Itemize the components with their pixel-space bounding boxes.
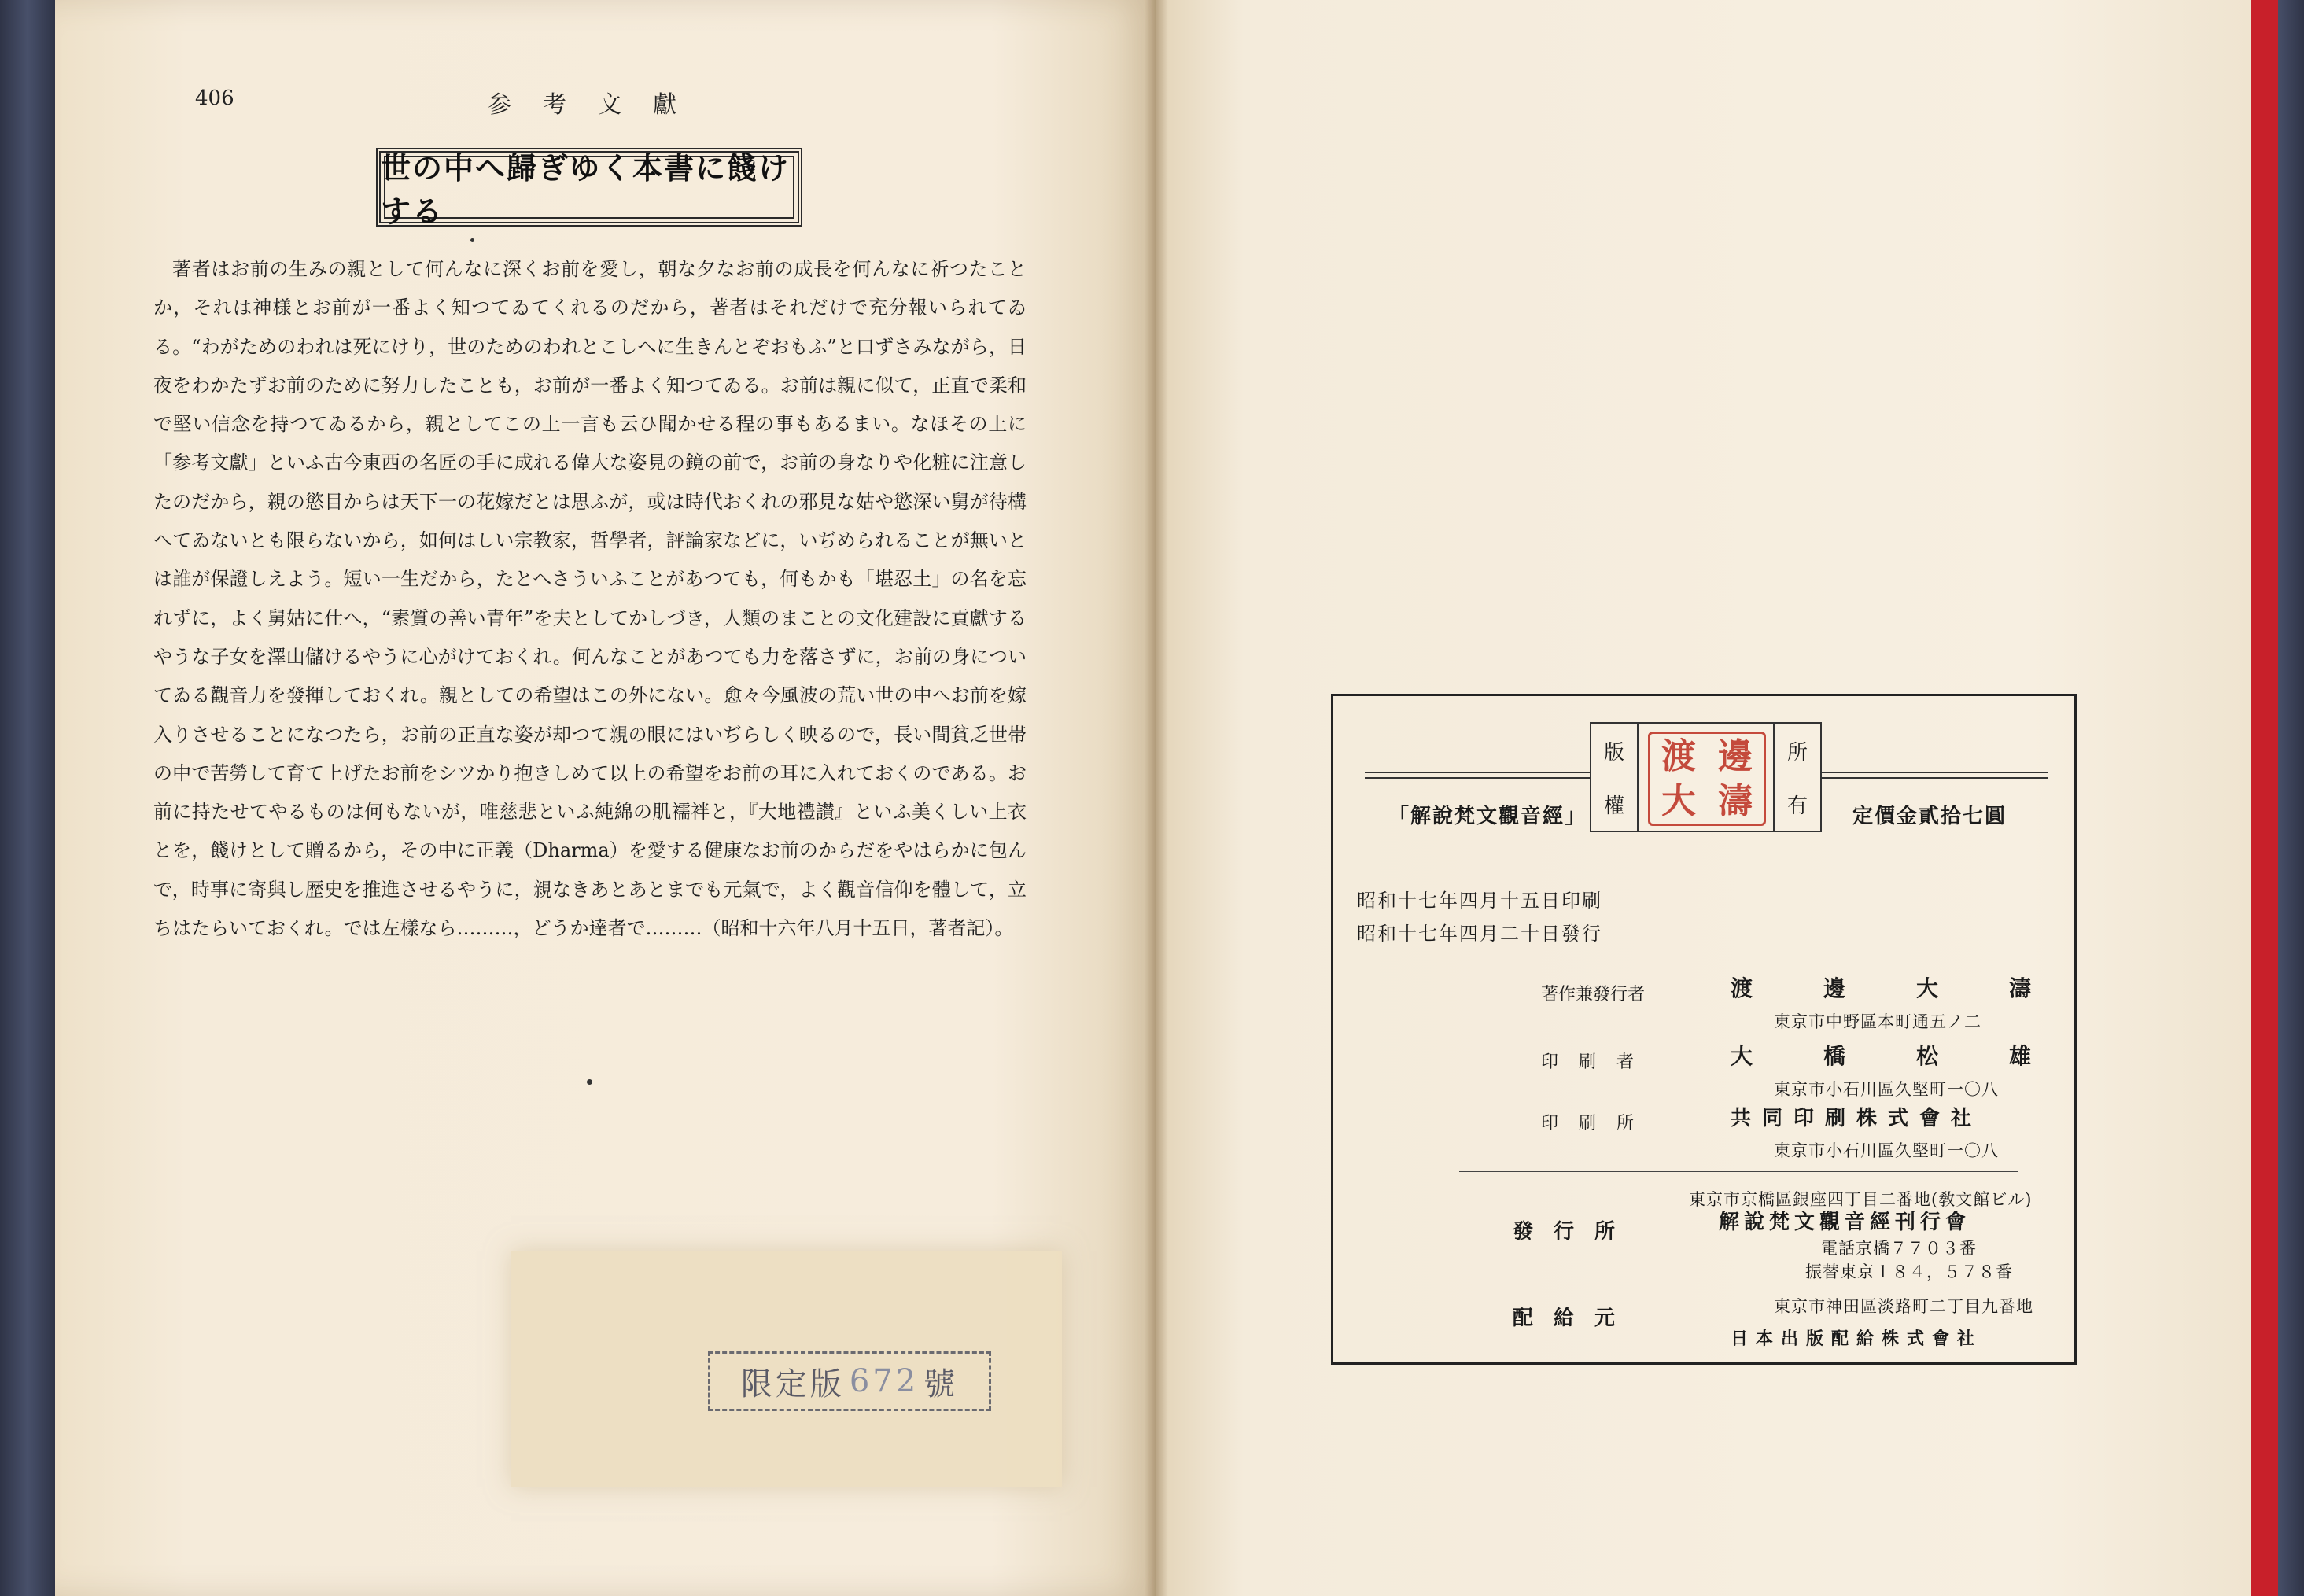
author-address: 東京市中野區本町通五ノ二 [1774, 1012, 1981, 1031]
colophon-rule [1822, 777, 2048, 779]
rights-left [1591, 724, 1639, 831]
rights-right [1773, 724, 1820, 831]
book-gutter [1145, 0, 1168, 1596]
body-paragraph: 著者はお前の生みの親として何んなに深くお前を愛し，朝な夕なお前の成長を何んなに祈つたことか，それは神様とお前が一番よく知つてゐてくれるのだから，著者はそれだけで充分報いられてゐる。“わがためのわれは死にけり，世のためのわれとこしへに生きんとぞおもふ”と口ずさみながら，日夜をわかたずお前のために努力したことも，お前が一番よく知つてゐる。お前は親に似て，正直で柔和で堅い信念を持つてゐるから，親としてこの上一言も云ひ聞かせる程の事もあるまい。なほその上に「参考文獻」といふ古今東西の名匠の手に成れる偉大な姿見の鏡の前で，お前の身なりや化粧に注意したのだから，親の慾目からは天下一の花嫁だとは思ふが，或は時代おくれの邪見な姑や慾深い舅が待構へてゐないとも限らないから，如何はしい宗教家，哲學者，評論家などに，いぢめられることが無いとは誰が保證しえよう。短い一生だから，たとへさういふことがあつても，何もかも「堪忍土」の名を忘れずに，よく舅姑に仕へ，“素質の善い青年”を夫としてかしづき，人類のまことの文化建設に貢獻するやうな子女を澤山儲けるやうに心がけておくれ。何んなことがあつても力を落さずに，お前の身についてゐる觀音力を發揮しておくれ。親としての希望はこの外にない。愈々今風波の荒い世の中へお前を嫁入りさせることになつたら，お前の正直な姿が却つて親の眼にはいぢらしく映るので，長い間貧乏世帯の中で苦勞して育て上げたお前をシツかり抱きしめて以上の希望をお前の耳に入れておくのである。お前に持たせてやるものは何もないが，唯慈悲といふ純綿の肌襦袢と，『大地禮讃』といふ美くしい上衣とを，餞けとして贈るから，その中に正義（Dharma）を愛する健康なお前のからだをやはらかに包んで，時事に寄與し歴史を推進させるやうに，親なきあとあとまでも元氣で，よく觀音信仰を體して，立ちはたらいておくれ。では左樣なら………，どうか達者で………（昭和十六年八月十五日，著者記）。 [153, 258, 1027, 940]
print-shop-name: 共同印刷株式會社 [1731, 1107, 1983, 1130]
published-date: 昭和十七年四月二十日發行 [1357, 923, 1602, 945]
stamp-number: 672 [849, 1363, 920, 1399]
distributor-label: 配給元 [1513, 1307, 1636, 1330]
rights-char: 所 [1786, 740, 1808, 765]
stamp-suffix: 號 [923, 1366, 959, 1402]
rights-char: 版 [1603, 740, 1624, 765]
seal-char: 大 [1661, 780, 1696, 821]
publisher-address: 東京市京橋區銀座四丁目二番地(敎文館ビル) [1689, 1190, 2033, 1209]
printed-date: 昭和十七年四月十五日印刷 [1357, 890, 1602, 912]
printer-address: 東京市小石川區久堅町一〇八 [1774, 1080, 1999, 1099]
body-text [153, 250, 1027, 948]
author-seal [1648, 732, 1766, 826]
ink-speck [470, 238, 474, 242]
rights-char: 權 [1603, 794, 1624, 818]
colophon [1331, 694, 2103, 1365]
colophon-rule [1365, 772, 1590, 773]
distributor-name: 日本出版配給株式會社 [1731, 1329, 1983, 1349]
section-title: 世の中へ歸ぎゆく本書に餞けする [381, 150, 791, 229]
running-head: 参考文獻 [488, 91, 708, 119]
publisher-label: 發行所 [1513, 1220, 1636, 1244]
red-cover-strip [2251, 0, 2278, 1596]
section-title-box [376, 148, 802, 227]
ink-speck [587, 1079, 592, 1085]
publisher-name: 解說梵文觀音經刊行會 [1719, 1211, 1971, 1234]
printer-label: 印刷者 [1541, 1052, 1655, 1072]
seal-char: 濤 [1718, 780, 1753, 821]
price: 定價金貳拾七圓 [1852, 805, 2007, 828]
distributor-address: 東京市神田區淡路町二丁目九番地 [1774, 1297, 2033, 1316]
colophon-rule [1365, 777, 1590, 779]
left-cover-edge [0, 0, 55, 1596]
seal-char: 邊 [1718, 735, 1753, 776]
publisher-phone: 電話京橋７７０３番 [1821, 1239, 1977, 1258]
stamp-prefix: 限定版 [740, 1366, 845, 1402]
print-shop-label: 印刷所 [1541, 1114, 1655, 1133]
limited-edition-stamp [708, 1351, 991, 1411]
colophon-rule [1822, 772, 2048, 773]
book-title: 「解說梵文觀音經」 [1388, 805, 1587, 828]
print-shop-address: 東京市小石川區久堅町一〇八 [1774, 1141, 1999, 1160]
rights-char: 有 [1786, 794, 1808, 818]
seal-char: 渡 [1661, 735, 1696, 776]
author-label: 著作兼發行者 [1541, 985, 1646, 1004]
publisher-rule [1459, 1171, 2018, 1172]
copyright-box [1590, 722, 1822, 832]
author-name: 渡邊大濤 [1731, 975, 2103, 1001]
publisher-transfer: 振替東京１８４，５７８番 [1805, 1262, 2013, 1281]
printer-name: 大橋松雄 [1731, 1043, 2103, 1069]
page-number: 406 [195, 87, 234, 110]
